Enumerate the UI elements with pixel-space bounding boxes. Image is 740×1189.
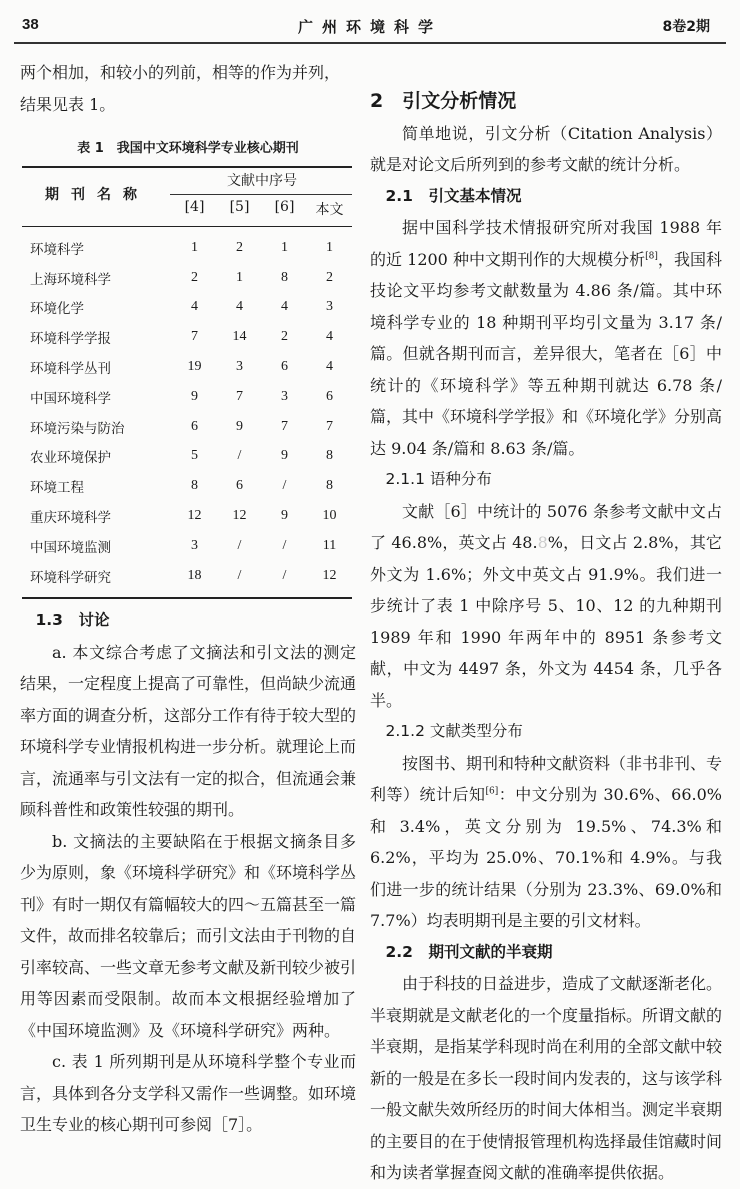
- rank-cell: 12: [232, 508, 247, 524]
- rank-cell: 2: [191, 269, 198, 285]
- rank-cell: 8: [326, 478, 333, 494]
- table-row: [22, 412, 352, 442]
- rank-cell: 6: [191, 418, 198, 434]
- column-header: [4]: [184, 199, 205, 215]
- section-2-1-heading: 2.1 引文基本情况: [385, 186, 522, 205]
- journal-name-cell: 上海环境科学: [30, 271, 111, 288]
- rank-cell: 7: [281, 418, 288, 434]
- rank-cell: 4: [326, 329, 333, 345]
- rank-cell: 3: [236, 359, 243, 375]
- intro-line-1: 两个相加，和较小的列前，相等的作为并列，: [20, 63, 341, 82]
- section-2-1-1-heading: 2.1.1 语种分布: [385, 470, 492, 488]
- rank-cell: 1: [281, 239, 288, 255]
- table-row: [22, 233, 352, 263]
- rank-cell: 8: [191, 478, 198, 494]
- rank-cell: 5: [191, 448, 198, 464]
- rank-cell: 1: [191, 239, 198, 255]
- text-run: 按图书、期刊和特种文献资料（非书非刊、专利等）统计后知: [370, 753, 723, 804]
- journal-name-header: 期刊名称: [45, 187, 149, 203]
- header-rule: [14, 42, 726, 44]
- rank-cell: 7: [236, 388, 243, 404]
- rank-cell: 9: [191, 388, 198, 404]
- table-row: [22, 263, 352, 293]
- journal-name-cell: 环境科学丛刊: [30, 361, 111, 378]
- rank-cell: 4: [236, 299, 243, 315]
- table-row: [22, 293, 352, 323]
- section-2-1-paragraph: [370, 212, 722, 464]
- issue-label: 8卷2期: [662, 19, 710, 35]
- rank-cell: 6: [326, 388, 333, 404]
- rank-cell: 7: [326, 418, 333, 434]
- paragraph-b: b. 文摘法的主要缺陷在于根据文摘条目多少为原则，象《环境科学研究》和《环境科学丛刊》有时一期仅有篇幅较大的四～五篇甚至一篇文件，故而排名较靠后；而引文法由于刊物的自引率较高、一些文章无参考文献及新刊较少被引用等因素而受限制。故而本文根据经验增加了《中国环境监测》及《环境科学研究》两种。: [20, 831, 357, 1040]
- section-2-2-paragraph: 由于科技的日益进步，造成了文献逐渐老化。半衰期就是文献老化的一个度量指标。所谓文献的半衰期，是指某学科现时尚在利用的全部文献中较新的一般是在多长一段时间内发表的，这与该学科一般文献失效所经历的时间大体相当。测定半衰期的主要目的在于使情报管理机构选择最佳馆藏时间和为读者掌握查阅文献的准确率提供依据。: [370, 974, 723, 1182]
- right-column: [370, 86, 722, 1189]
- section-2-1-2-paragraph: [370, 748, 722, 937]
- rank-cell: /: [282, 478, 287, 494]
- section-2-paragraph: 简单地说，引文分析（Citation Analysis）就是对论文后所列到的参考文献的统计分析。: [370, 123, 722, 174]
- rank-cell: /: [282, 567, 287, 583]
- rank-cell: 12: [322, 567, 337, 583]
- text-run: %，日文占 2.8%，其它外文为 1.6%；外文中英文占 91.9%。我们进一步统计了表 1 中除序号 5、10、12 的九种期刊 1989 年和 1990 年两年中的 8951 条参考文献，中文为 4497 条，外文为 4454 条，几乎各半。: [370, 533, 722, 710]
- rank-cell: 8: [281, 269, 288, 285]
- rank-cell: 9: [236, 418, 243, 434]
- rank-cell: /: [237, 567, 242, 583]
- rank-cell: 9: [281, 448, 288, 464]
- table-row: [22, 442, 352, 472]
- rank-cell: 3: [326, 299, 333, 315]
- rank-cell: 4: [281, 299, 288, 315]
- journal-name-cell: 环境科学: [30, 241, 84, 258]
- column-header: [5]: [229, 199, 250, 215]
- section-2-1-2-heading: 2.1.2 文献类型分布: [385, 722, 523, 740]
- column-header: [6]: [274, 199, 295, 215]
- journal-name-cell: 中国环境监测: [30, 539, 111, 556]
- rank-cell: 4: [191, 299, 198, 315]
- citation-ref: [6]: [485, 786, 499, 797]
- rank-cell: 9: [281, 508, 288, 524]
- journal-name-cell: 环境科学研究: [30, 569, 111, 586]
- rank-cell: 3: [191, 537, 198, 553]
- rank-cell: 6: [281, 359, 288, 375]
- journal-name-cell: 重庆环境科学: [30, 510, 111, 527]
- rank-cell: /: [237, 448, 242, 464]
- journal-name-cell: 农业环境保护: [30, 450, 111, 467]
- journal-name-cell: 环境工程: [30, 480, 84, 497]
- text-run: ，我国科技论文平均参考文献数量为 4.86 条/篇。其中环境科学专业的 18 种期刊平均引文量为 3.17 条/篇。但就各期刊而言，差异很大，笔者在［6］中统计的《环境科学》等五种期刊就达 6.78 条/篇，其中《环境科学学报》和《环境化学》分别高达 9.04 条/篇和 8.63 条/篇。: [370, 249, 723, 458]
- rank-cell: 8: [326, 448, 333, 464]
- section-heading: 1.3 讨论: [35, 611, 110, 629]
- reference-order-header: 文献中序号: [227, 173, 297, 189]
- journal-name-cell: 中国环境科学: [30, 390, 111, 407]
- table-row: [22, 322, 352, 352]
- rank-cell: 12: [187, 508, 202, 524]
- table-row: [22, 531, 352, 561]
- core-journals-table: [22, 166, 352, 599]
- text-run: 据中国科学技术情报研究所对我国 1988 年的近 1200 种中文期刊作的大规模分析: [370, 218, 722, 269]
- table-body: [22, 227, 352, 597]
- rank-cell: 4: [326, 359, 333, 375]
- table-row: [22, 352, 352, 382]
- table-row: [22, 471, 352, 501]
- rank-cell: 1: [326, 239, 333, 255]
- rank-cell: 2: [281, 329, 288, 345]
- table-caption: 表 1 我国中文环境科学专业核心期刊: [77, 141, 299, 156]
- rank-cell: 11: [322, 537, 337, 553]
- journal-title: 广州环境科学: [297, 18, 442, 36]
- section-1-3: [20, 605, 356, 1141]
- paragraph-c: c. 表 1 所列期刊是从环境科学整个专业而言，具体到各分支学科又需作一些调整。如环境卫生专业的核心期刊可参阅［7］。: [20, 1052, 357, 1134]
- text-run: ：中文分别为 30.6%、66.0%和 3.4%，英文分别为 19.5%、74.3%和 6.2%，平均为 25.0%、70.1%和 4.9%。与我们进一步的统计结果（分别为 23.3%、69.0%和 7.7%）均表明期刊是主要的引文材料。: [370, 785, 722, 930]
- text-run: 文献［6］中统计的 5076 条参考文献中文占了 46.8%，英文占 48.: [370, 501, 722, 552]
- journal-name-cell: 环境化学: [30, 301, 84, 318]
- intro-line-2: 结果见表 1。: [20, 94, 116, 114]
- table-row: [22, 561, 352, 591]
- rank-cell: 3: [281, 388, 288, 404]
- journal-name-cell: 环境科学学报: [30, 331, 111, 348]
- rank-cell: /: [237, 537, 242, 553]
- section-2-heading: 2 引文分析情况: [370, 90, 517, 112]
- obscured-digit: 8: [537, 533, 548, 552]
- table-bottom-rule: [22, 597, 352, 599]
- paragraph-a: a. 本文综合考虑了文摘法和引文法的测定结果，一定程度上提高了可靠性，但尚缺少流通率方面的调查分析，这部分工作有待于较大型的环境科学专业情报机构进一步分析。就理论上而言，流通率与引文法有一定的拟合，但流通会兼顾科普性和政策性较强的期刊。: [20, 642, 357, 819]
- table-row: [22, 382, 352, 412]
- rank-cell: 10: [322, 508, 337, 524]
- section-2-1-1-paragraph: [370, 496, 722, 717]
- rank-cell: 19: [187, 359, 202, 375]
- rank-cell: 2: [326, 269, 333, 285]
- rank-cell: 7: [191, 329, 198, 345]
- table-row: [22, 501, 352, 531]
- page-number: 38: [22, 16, 39, 33]
- citation-ref: [8]: [645, 251, 658, 262]
- table-header: [22, 168, 352, 226]
- intro-text: [20, 57, 356, 120]
- rank-cell: 6: [236, 478, 243, 494]
- section-2-2-heading: 2.2 期刊文献的半衰期: [385, 942, 553, 961]
- rank-cell: 14: [232, 329, 247, 345]
- journal-name-cell: 环境污染与防治: [30, 420, 125, 437]
- rank-cell: 1: [236, 269, 243, 285]
- rank-cell: 2: [236, 239, 243, 255]
- header-group-rule: [170, 194, 352, 195]
- rank-cell: /: [282, 537, 287, 553]
- column-header: 本文: [315, 202, 344, 218]
- rank-cell: 18: [187, 567, 202, 583]
- column-headers: [172, 199, 352, 219]
